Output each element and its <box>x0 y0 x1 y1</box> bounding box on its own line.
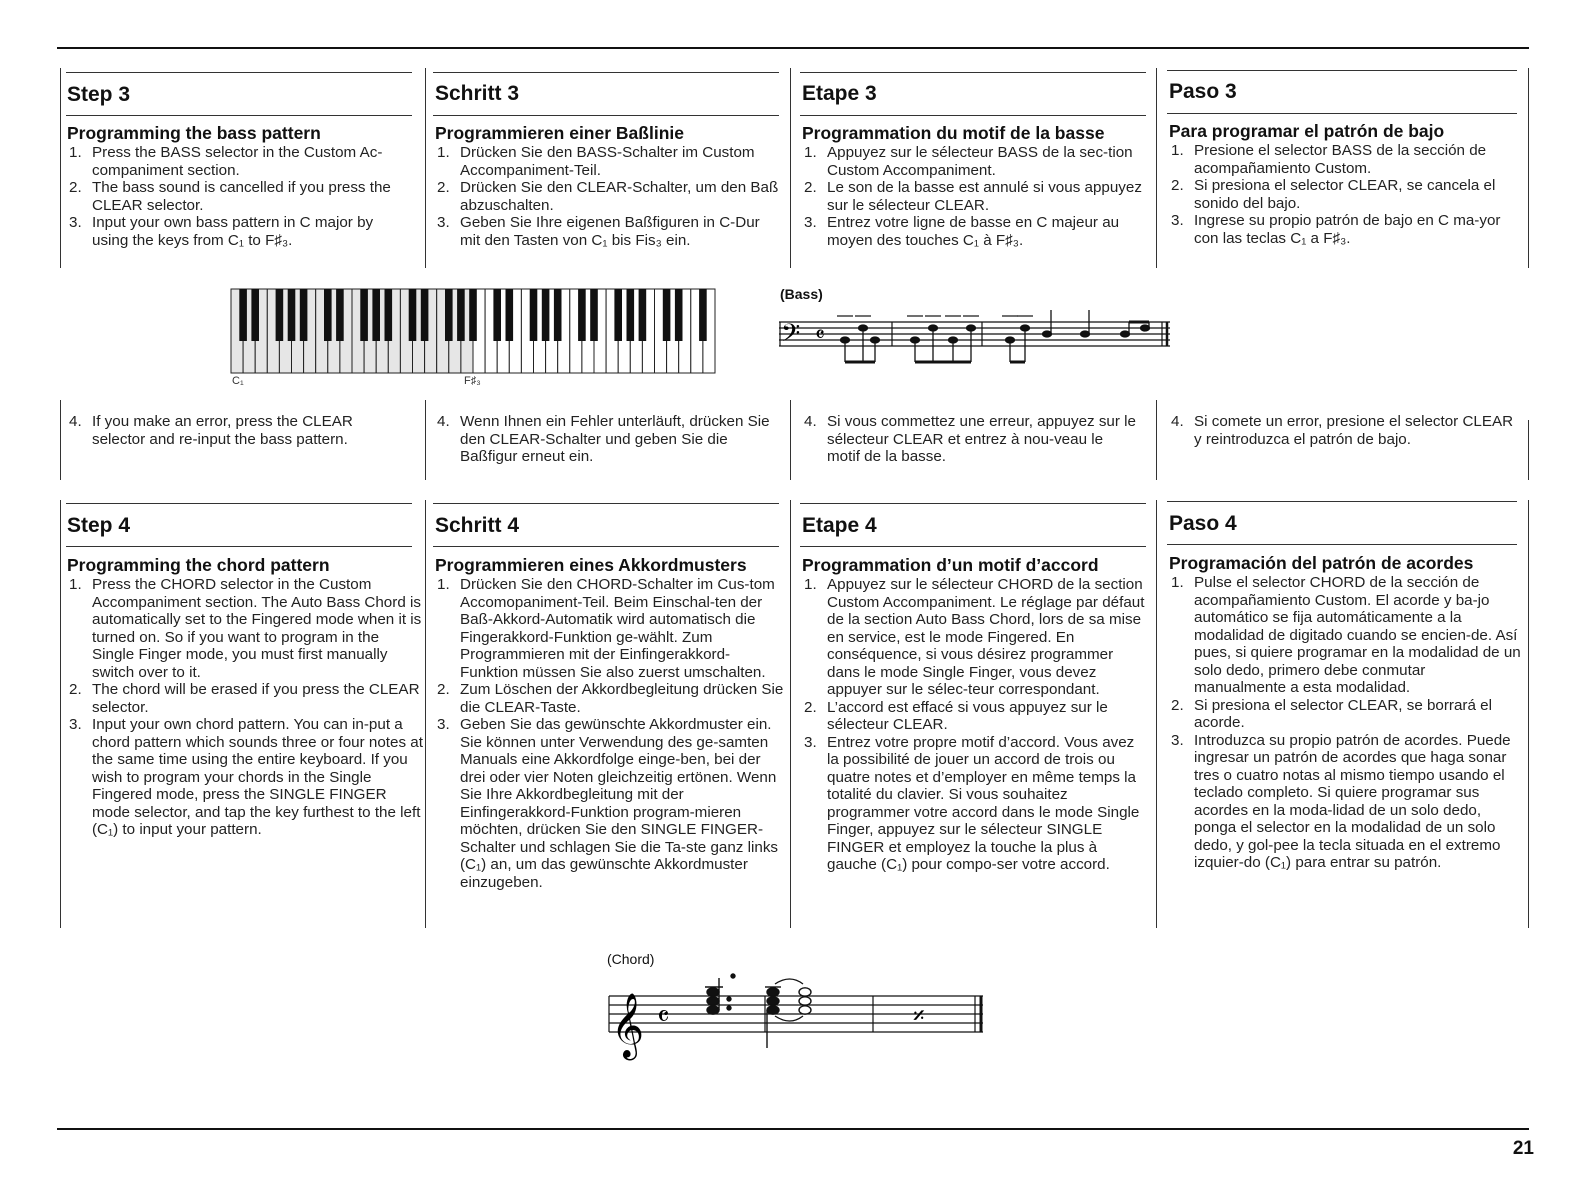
list-item: 3. Input your own chord pattern. You can in-put a chord pattern which sounds three or four notes at the same time using the entire keyboard. If you wish to program your chords in the Single Fingered mode, press the SINGLE FINGER mode selector, and tap the key furthest to the left (C₁) to input your pattern. <box>69 716 423 838</box>
list-item: 4. Wenn Ihnen ein Fehler unterläuft, drücken Sie den CLEAR-Schalter und geben Sie die Baßfigur erneut ein. <box>437 413 770 465</box>
heading-rule <box>800 546 1146 547</box>
black-key <box>639 289 647 341</box>
keyboard-label-f3: F♯₃ <box>464 375 481 387</box>
col-divider <box>425 500 426 928</box>
step3-de-subheading: Programmieren einer Baßlinie <box>435 123 684 143</box>
black-key <box>493 289 501 341</box>
chord-caption: (Chord) <box>607 951 655 967</box>
tie-arc <box>775 979 803 984</box>
step4-en-list <box>67 576 423 839</box>
black-key <box>445 289 453 341</box>
list-item: 4. Si vous commettez une erreur, appuyez sur le sélecteur CLEAR et entrez à nou-veau le motif de la basse. <box>804 413 1136 465</box>
list-item: 3. Geben Sie das gewünschte Akkordmuster ein. Sie können unter Verwendung des ge-samten Manuals eine Akkordfolge einge-ben, bei der drei oder vier Noten gleichzeitig ertönen. Wenn Sie Ihre Akkordbegleitung mit der Einfingerakkord-Funktion program-mieren möchten, drücken Sie den SINGLE FINGER-Schalter und schlagen Sie die Ta-ste ganz links (C₁) an, um das gewünschte Akkordmuster einzugeben. <box>437 716 779 891</box>
step3-de-item4 <box>435 413 780 466</box>
step4-es-list <box>1169 574 1521 872</box>
black-key <box>300 289 308 341</box>
list-item: 1. Appuyez sur le sélecteur BASS de la sec-tion Custom Accompaniment. <box>804 144 1133 179</box>
tie-arc <box>775 1016 803 1021</box>
black-key <box>288 289 296 341</box>
step4-es-subheading: Programación del patrón de acordes <box>1169 553 1474 573</box>
col-divider <box>1528 68 1529 268</box>
step3-en-heading: Step 3 <box>67 83 131 106</box>
step3-en-list <box>67 144 412 249</box>
heading-rule <box>433 115 779 116</box>
bass-notes <box>841 310 1150 362</box>
heading-rule <box>1167 544 1517 545</box>
black-key <box>578 289 586 341</box>
list-item: 2. L’accord est effacé si vous appuyez sur le sélecteur CLEAR. <box>804 698 1108 733</box>
heading-rule <box>433 546 779 547</box>
list-item: 2. The bass sound is cancelled if you press the CLEAR selector. <box>69 179 391 214</box>
list-item: 1. Press the BASS selector in the Custom Ac-companiment section. <box>69 144 383 179</box>
keyboard-keys <box>231 289 715 373</box>
step4-en-heading: Step 4 <box>67 514 131 537</box>
keyboard-illustration <box>230 288 720 374</box>
heading-rule <box>1167 70 1517 71</box>
black-key <box>530 289 538 341</box>
heading-rule <box>66 503 412 504</box>
black-key <box>469 289 477 341</box>
black-key <box>251 289 259 341</box>
list-item: 2. Si presiona el selector CLEAR, se cancela el sonido del bajo. <box>1171 177 1496 212</box>
common-time-icon: 𝄴 <box>657 1000 670 1033</box>
step4-fr-list <box>802 576 1147 874</box>
black-key <box>506 289 514 341</box>
step3-en-subheading: Programming the bass pattern <box>67 123 321 143</box>
black-key <box>627 289 635 341</box>
list-item: 3. Geben Sie Ihre eigenen Baßfiguren in C-Dur mit den Tasten von C₁ bis Fis₃ ein. <box>437 214 760 249</box>
black-key <box>276 289 284 341</box>
chord-staff <box>605 968 995 1078</box>
bass-clef-icon: 𝄢 <box>781 319 801 354</box>
step3-en-item4 <box>67 413 397 448</box>
top-rule <box>57 47 1529 49</box>
heading-rule <box>66 72 412 73</box>
col-divider <box>790 500 791 928</box>
step4-de-subheading: Programmieren eines Akkordmusters <box>435 555 747 575</box>
step3-fr-subheading: Programmation du motif de la basse <box>802 123 1105 143</box>
col-divider <box>790 68 791 268</box>
heading-rule <box>433 503 779 504</box>
list-item: 3. Input your own bass pattern in C major by using the keys from C₁ to F♯₃. <box>69 214 374 249</box>
step3-de-list <box>435 144 780 249</box>
col-divider <box>425 68 426 268</box>
black-key <box>372 289 380 341</box>
heading-rule <box>433 72 779 73</box>
list-item: 1. Drücken Sie den CHORD-Schalter im Cus-tom Accomopaniment-Teil. Beim Einschal-ten der Baß-Akkord-Automatik wird automatisch die Fingerakkord-Funktion ge-wählt. Zum Programmieren mit der Einfingerakkord-Funktion müssen Sie also zuerst umschalten. <box>437 576 775 681</box>
step4-en-subheading: Programming the chord pattern <box>67 555 330 575</box>
step3-es-subheading: Para programar el patrón de bajo <box>1169 121 1445 141</box>
col-divider <box>425 400 426 480</box>
step3-es-heading: Paso 3 <box>1169 80 1237 103</box>
col-divider <box>1528 420 1529 480</box>
black-key <box>542 289 550 341</box>
heading-rule <box>1167 501 1517 502</box>
keyboard-label-c1: C₁ <box>232 375 244 387</box>
step3-es-item4 <box>1169 413 1514 448</box>
list-item: 2. Drücken Sie den CLEAR-Schalter, um den Baß abzuschalten. <box>437 179 779 214</box>
col-divider <box>60 400 61 480</box>
list-item: 1. Appuyez sur le sélecteur CHORD de la section Custom Accompaniment. Le réglage par défaut de la section Auto Bass Chord, lors de sa mise en service, est le mode Fingered. En conséquence, si vous désirez programmer dans le mode Single Finger, vous devez appuyer sur le sélec-teur correspondant. <box>804 576 1145 698</box>
step4-de-heading: Schritt 4 <box>435 514 520 537</box>
list-item: 2. Zum Löschen der Akkordbegleitung drücken Sie die CLEAR-Taste. <box>437 681 784 716</box>
heading-rule <box>66 115 412 116</box>
black-key <box>590 289 598 341</box>
heading-rule <box>800 503 1146 504</box>
black-key <box>457 289 465 341</box>
black-key <box>421 289 429 341</box>
step4-fr-subheading: Programmation d’un motif d’accord <box>802 555 1099 575</box>
list-item: 1. Pulse el selector CHORD de la sección de acompañamiento Custom. El acorde y ba-jo automático se fija automáticamente a la modalidad de digitado cuando se encien-de. Así pues, si quiere programar en la modalidad de un solo dedo, primero debe conmutar manualmente a esta modalidad. <box>1171 574 1521 696</box>
black-key <box>699 289 707 341</box>
black-key <box>360 289 368 341</box>
col-divider <box>1156 500 1157 928</box>
list-item: 1. Press the CHORD selector in the Custom Accompaniment section. The Auto Bass Chord is automatically set to the Fingered mode when it is turned on. So if you want to program in the Single Finger mode, you must first manually switch over to it. <box>69 576 422 681</box>
bass-caption: (Bass) <box>780 286 823 302</box>
treble-clef-icon: 𝄞 <box>611 993 645 1058</box>
heading-rule <box>1167 113 1517 114</box>
col-divider <box>1156 68 1157 268</box>
col-divider <box>1528 500 1529 928</box>
heading-rule <box>800 115 1146 116</box>
black-key <box>409 289 417 341</box>
list-item: 4. If you make an error, press the CLEAR selector and re-input the bass pattern. <box>69 413 353 448</box>
list-item: 2. Le son de la basse est annulé si vous appuyez sur le sélecteur CLEAR. <box>804 179 1142 214</box>
black-key <box>663 289 671 341</box>
list-item: 2. The chord will be erased if you press the CLEAR selector. <box>69 681 420 716</box>
step4-es-heading: Paso 4 <box>1169 512 1237 535</box>
heading-rule <box>66 546 412 547</box>
list-item: 3. Introduzca su propio patrón de acordes. Puede ingresar un patrón de acordes que haga sonar tres o cuatro notas al mismo tiempo usando el teclado completo. Si quiere programar sus acordes en la moda-lidad de un solo dedo, ponga el selector en la modalidad de un solo dedo, y gol-pee la tecla situada en el extremo izquier-do (C₁) para entrar su patrón. <box>1171 731 1511 871</box>
list-item: 2. Si presiona el selector CLEAR, se borrará el acorde. <box>1171 696 1492 731</box>
black-key <box>385 289 393 341</box>
black-key <box>614 289 622 341</box>
repeat-measure-icon: 𝄎 <box>913 1002 925 1030</box>
common-time-icon: 𝄴 <box>815 323 825 348</box>
step3-fr-item4 <box>802 413 1137 466</box>
black-key <box>675 289 683 341</box>
step4-fr-heading: Etape 4 <box>802 514 877 537</box>
step4-de-list <box>435 576 785 891</box>
black-key <box>239 289 247 341</box>
step3-es-list <box>1169 142 1519 247</box>
col-divider <box>790 400 791 480</box>
col-divider <box>1156 400 1157 480</box>
heading-rule <box>800 72 1146 73</box>
list-item: 3. Entrez votre ligne de basse en C majeur au moyen des touches C₁ à F♯₃. <box>804 214 1120 249</box>
list-item: 3. Ingrese su propio patrón de bajo en C ma-yor con las teclas C₁ a F♯₃. <box>1171 212 1501 247</box>
list-item: 4. Si comete un error, presione el selector CLEAR y reintroduzca el patrón de bajo. <box>1171 413 1514 448</box>
col-divider <box>60 68 61 268</box>
step3-fr-heading: Etape 3 <box>802 82 877 105</box>
step3-de-heading: Schritt 3 <box>435 82 520 105</box>
step3-fr-list <box>802 144 1142 249</box>
black-key <box>336 289 344 341</box>
list-item: 1. Drücken Sie den BASS-Schalter im Custom Accompaniment-Teil. <box>437 144 755 179</box>
bottom-rule <box>57 1128 1529 1130</box>
bass-staff <box>775 296 1175 372</box>
col-divider <box>60 500 61 928</box>
list-item: 1. Presione el selector BASS de la sección de acompañamiento Custom. <box>1171 142 1487 177</box>
list-item: 3. Entrez votre propre motif d’accord. Vous avez la possibilité de jouer un accord de trois ou quatre notes et d’employer en même temps la totalité du clavier. Si vous souhaitez programmer votre accord dans le mode Single Finger, appuyez sur le sélecteur SINGLE FINGER et employez la touche la plus à gauche (C₁) pour compo-ser votre accord. <box>804 733 1140 873</box>
page-number: 21 <box>1512 1138 1534 1159</box>
black-key <box>554 289 562 341</box>
chord-notes <box>705 974 811 1048</box>
black-key <box>324 289 332 341</box>
